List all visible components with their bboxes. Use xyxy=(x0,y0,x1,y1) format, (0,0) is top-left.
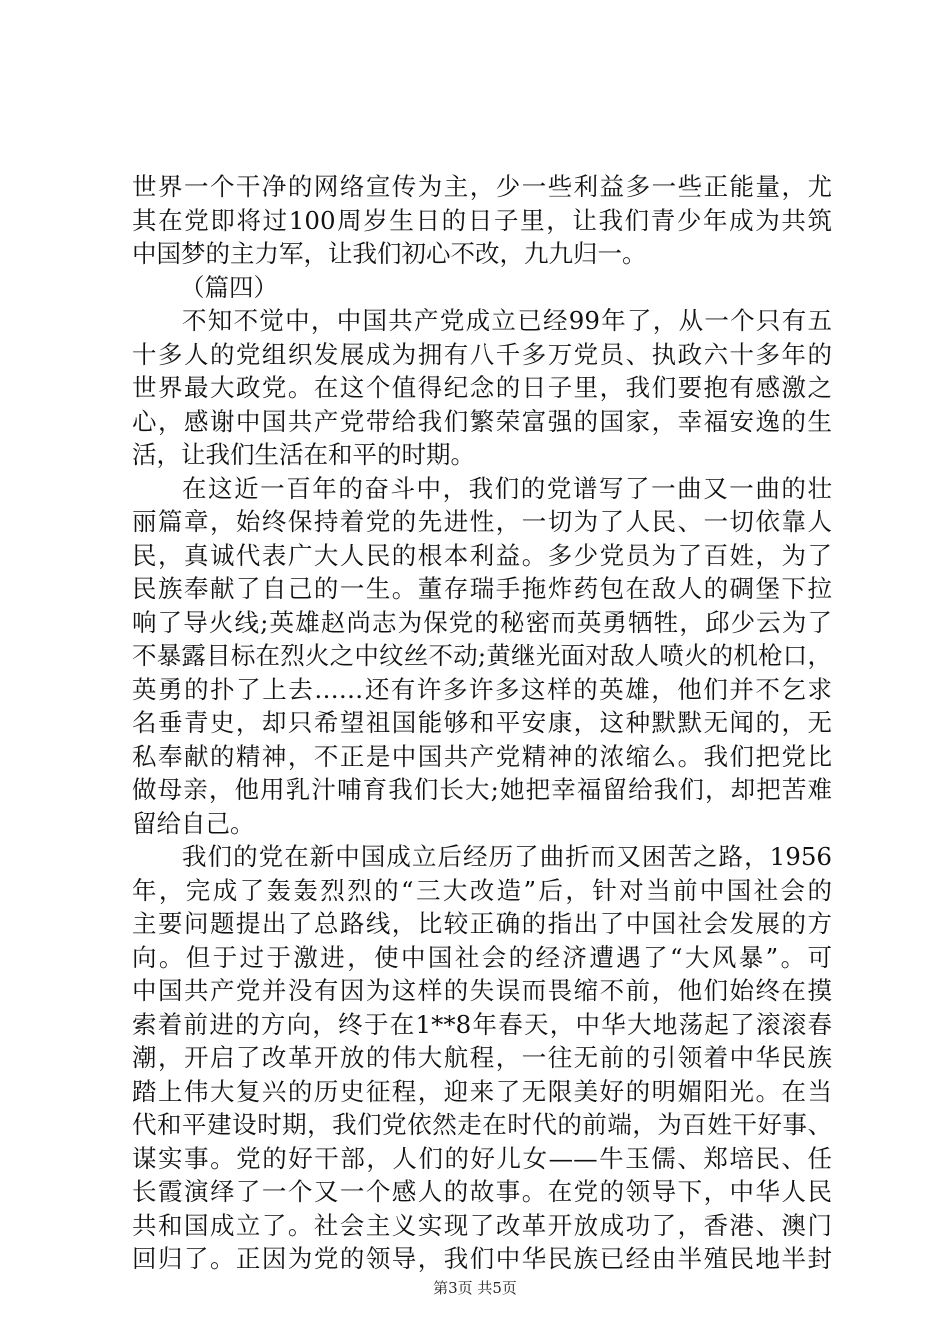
text-line: 年，完成了轰轰烈烈的“三大改造”后，针对当前中国社会的 xyxy=(132,875,832,905)
text-line: 世界一个干净的网络宣传为主，少一些利益多一些正能量，尤 xyxy=(132,172,832,201)
paragraph-1 xyxy=(132,304,832,472)
text-line: 代和平建设时期，我们党依然走在时代的前端，为百姓干好事、 xyxy=(132,1110,832,1139)
text-line: 十多人的党组织发展成为拥有八千多万党员、执政六十多年的 xyxy=(132,339,832,369)
text-line: 主要问题提出了总路线，比较正确的指出了中国社会发展的方 xyxy=(132,909,832,938)
text-line: 中国共产党并没有因为这样的失误而畏缩不前，他们始终在摸 xyxy=(132,976,832,1005)
text-line: 其在党即将过100周岁生日的日子里，让我们青少年成为共筑 xyxy=(132,205,832,235)
text-line: 不暴露目标在烈火之中纹丝不动;黄继光面对敌人喷火的机枪口， xyxy=(132,641,832,670)
text-line: 共和国成立了。社会主义实现了改革开放成功了，香港、澳门 xyxy=(132,1210,832,1240)
text-line: 丽篇章，始终保持着党的先进性，一切为了人民、一切依靠人 xyxy=(132,507,832,536)
paragraph-2 xyxy=(132,472,832,841)
text-line: 潮，开启了改革开放的伟大航程，一往无前的引领着中华民族 xyxy=(132,1043,832,1072)
text-line: 向。但于过于激进，使中国社会的经济遭遇了“大风暴”。可 xyxy=(132,942,832,972)
text-line: 心，感谢中国共产党带给我们繁荣富强的国家，幸福安逸的生 xyxy=(132,406,832,436)
text-line: 谋实事。党的好干部，人们的好儿女——牛玉儒、郑培民、任 xyxy=(132,1143,832,1173)
text-line: 在这近一百年的奋斗中，我们的党谱写了一曲又一曲的壮 xyxy=(182,473,832,503)
text-line: 索着前进的方向，终于在1**8年春天，中华大地荡起了滚滚春 xyxy=(132,1009,832,1039)
text-line: 长霞演绎了一个又一个感人的故事。在党的领导下，中华人民 xyxy=(132,1177,832,1206)
text-line: 留给自己。 xyxy=(132,808,255,838)
text-line: 我们的党在新中国成立后经历了曲折而又困苦之路，1956 xyxy=(182,842,832,871)
text-line: 不知不觉中，中国共产党成立已经99年了，从一个只有五 xyxy=(182,306,832,335)
text-line: 做母亲，他用乳汁哺育我们长大;她把幸福留给我们，却把苦难 xyxy=(132,775,832,804)
document-body xyxy=(132,170,832,1276)
text-line: 英勇的扑了上去……还有许多许多这样的英雄，他们并不乞求 xyxy=(132,674,832,704)
text-line: 回归了。正因为党的领导，我们中华民族已经由半殖民地半封 xyxy=(132,1244,832,1273)
text-line: 名垂青史，却只希望祖国能够和平安康，这种默默无闻的，无 xyxy=(132,708,832,737)
text-line: 民族奉献了自己的一生。董存瑞手拖炸药包在敌人的碉堡下拉 xyxy=(132,574,832,603)
paragraph-3 xyxy=(132,840,832,1276)
page-number-footer: 第3页 共5页 xyxy=(433,1279,517,1297)
text-line: 活，让我们生活在和平的时期。 xyxy=(132,440,475,469)
text-line: 私奉献的精神，不正是中国共产党精神的浓缩么。我们把党比 xyxy=(132,741,832,771)
section-heading: （篇四） xyxy=(180,272,278,302)
text-line: 中国梦的主力军，让我们初心不改，九九归一。 xyxy=(132,239,647,268)
text-line: 踏上伟大复兴的历史征程，迎来了无限美好的明媚阳光。在当 xyxy=(132,1076,832,1106)
text-line: 响了导火线;英雄赵尚志为保党的秘密而英勇牺牲，邱少云为了 xyxy=(132,607,832,637)
text-line: 世界最大政党。在这个值得纪念的日子里，我们要抱有感激之 xyxy=(132,373,832,402)
paragraph-intro xyxy=(132,170,832,271)
text-line: 民，真诚代表广大人民的根本利益。多少党员为了百姓，为了 xyxy=(132,540,832,570)
